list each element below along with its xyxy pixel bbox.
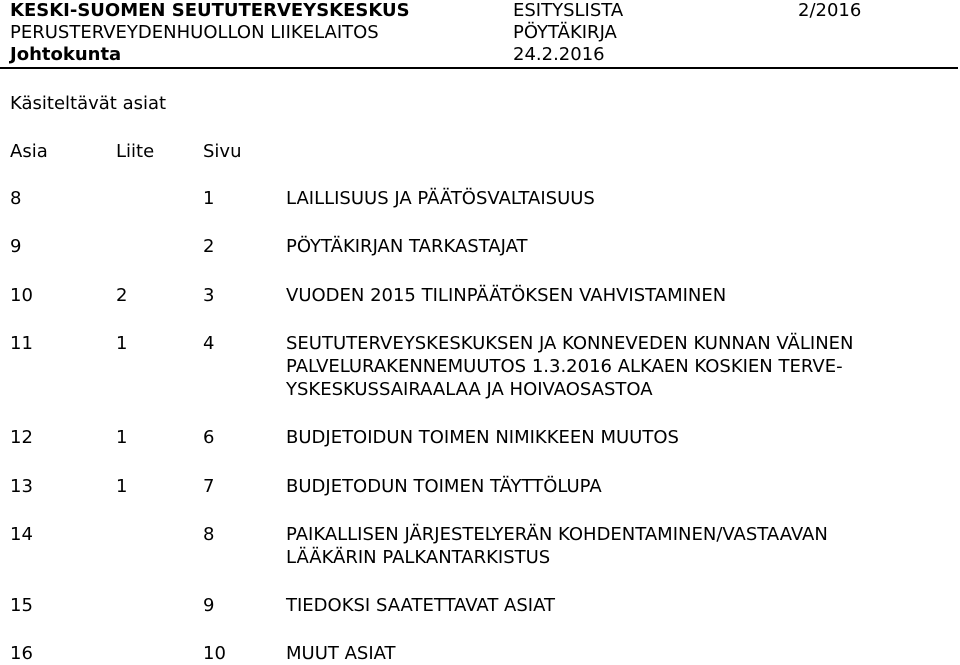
agenda-item-number: 12 xyxy=(10,427,33,449)
agenda-item-title xyxy=(286,284,726,307)
agenda-item-number: 14 xyxy=(10,523,33,545)
governing-body: Johtokunta xyxy=(10,44,122,65)
agenda-item-page: 3 xyxy=(203,284,215,306)
agenda-item-title-line: MUUT ASIAT xyxy=(286,643,396,665)
agenda-item-title xyxy=(286,475,602,498)
agenda-item-title-line: YSKESKUSSAIRAALAA JA HOIVAOSASTOA xyxy=(286,378,653,400)
agenda-item-title xyxy=(286,523,828,569)
agenda-item-page: 2 xyxy=(203,236,215,258)
agenda-item-title-line: LAILLISUUS JA PÄÄTÖSVALTAISUUS xyxy=(286,188,595,209)
agenda-item-title xyxy=(286,235,528,258)
agenda-item-title xyxy=(286,426,679,449)
agenda-item-page: 9 xyxy=(203,595,215,617)
agenda-item-title xyxy=(286,642,396,665)
agenda-item-title-line: VUODEN 2015 TILINPÄÄTÖKSEN VAHVISTAMINEN xyxy=(286,284,727,306)
agenda-item-number: 9 xyxy=(10,236,22,258)
agenda-item-number: 15 xyxy=(10,595,33,617)
agenda-item-attachment: 1 xyxy=(116,427,128,449)
agenda-item-page: 8 xyxy=(203,523,215,545)
document-header xyxy=(0,0,960,68)
agenda-item-title-line: BUDJETODUN TOIMEN TÄYTTÖLUPA xyxy=(286,475,602,497)
agenda-item-title xyxy=(286,594,555,617)
agenda-item-title-line: PAIKALLISEN JÄRJESTELYERÄN KOHDENTAMINEN/VASTAAVAN xyxy=(286,523,828,545)
agenda-item-attachment: 1 xyxy=(116,475,128,497)
agenda-item-page: 1 xyxy=(203,188,215,209)
column-header-sivu: Sivu xyxy=(203,141,242,162)
department-name: PERUSTERVEYDENHUOLLON LIIKELAITOS xyxy=(10,22,379,43)
agenda-item-number: 8 xyxy=(10,188,22,209)
agenda-item-page: 6 xyxy=(203,427,215,449)
agenda-item-number: 13 xyxy=(10,475,33,497)
agenda-item-title-line: TIEDOKSI SAATETTAVAT ASIAT xyxy=(286,595,556,617)
agenda-item-page: 4 xyxy=(203,332,215,354)
document-type: ESITYSLISTA xyxy=(513,0,624,21)
agenda-item-title xyxy=(286,187,595,210)
column-header-liite: Liite xyxy=(116,141,155,162)
agenda-item-title xyxy=(286,332,854,401)
agenda-item-page: 7 xyxy=(203,475,215,497)
agenda-item-number: 11 xyxy=(10,332,33,354)
organization-name: KESKI-SUOMEN SEUTUTERVEYSKESKUS xyxy=(10,0,410,21)
column-header-asia: Asia xyxy=(10,141,48,162)
header-divider xyxy=(0,67,958,69)
document-number: 2/2016 xyxy=(798,0,862,21)
section-title: Käsiteltävät asiat xyxy=(10,93,167,114)
agenda-item-number: 16 xyxy=(10,643,33,665)
agenda-item-title-line: PÖYTÄKIRJAN TARKASTAJAT xyxy=(286,236,528,258)
meeting-date: 24.2.2016 xyxy=(513,44,605,65)
document-kind: PÖYTÄKIRJA xyxy=(513,22,617,43)
agenda-item-attachment: 1 xyxy=(116,332,128,354)
agenda-item-title-line: PALVELURAKENNEMUUTOS 1.3.2016 ALKAEN KOSKIEN TERVE- xyxy=(286,355,843,377)
agenda-item-page: 10 xyxy=(203,643,226,665)
agenda-item-title-line: SEUTUTERVEYSKESKUKSEN JA KONNEVEDEN KUNNAN VÄLINEN xyxy=(286,332,854,354)
agenda-item-attachment: 2 xyxy=(116,284,128,306)
agenda-item-title-line: LÄÄKÄRIN PALKANTARKISTUS xyxy=(286,546,551,568)
agenda-item-title-line: BUDJETOIDUN TOIMEN NIMIKKEEN MUUTOS xyxy=(286,427,679,449)
agenda-item-number: 10 xyxy=(10,284,33,306)
